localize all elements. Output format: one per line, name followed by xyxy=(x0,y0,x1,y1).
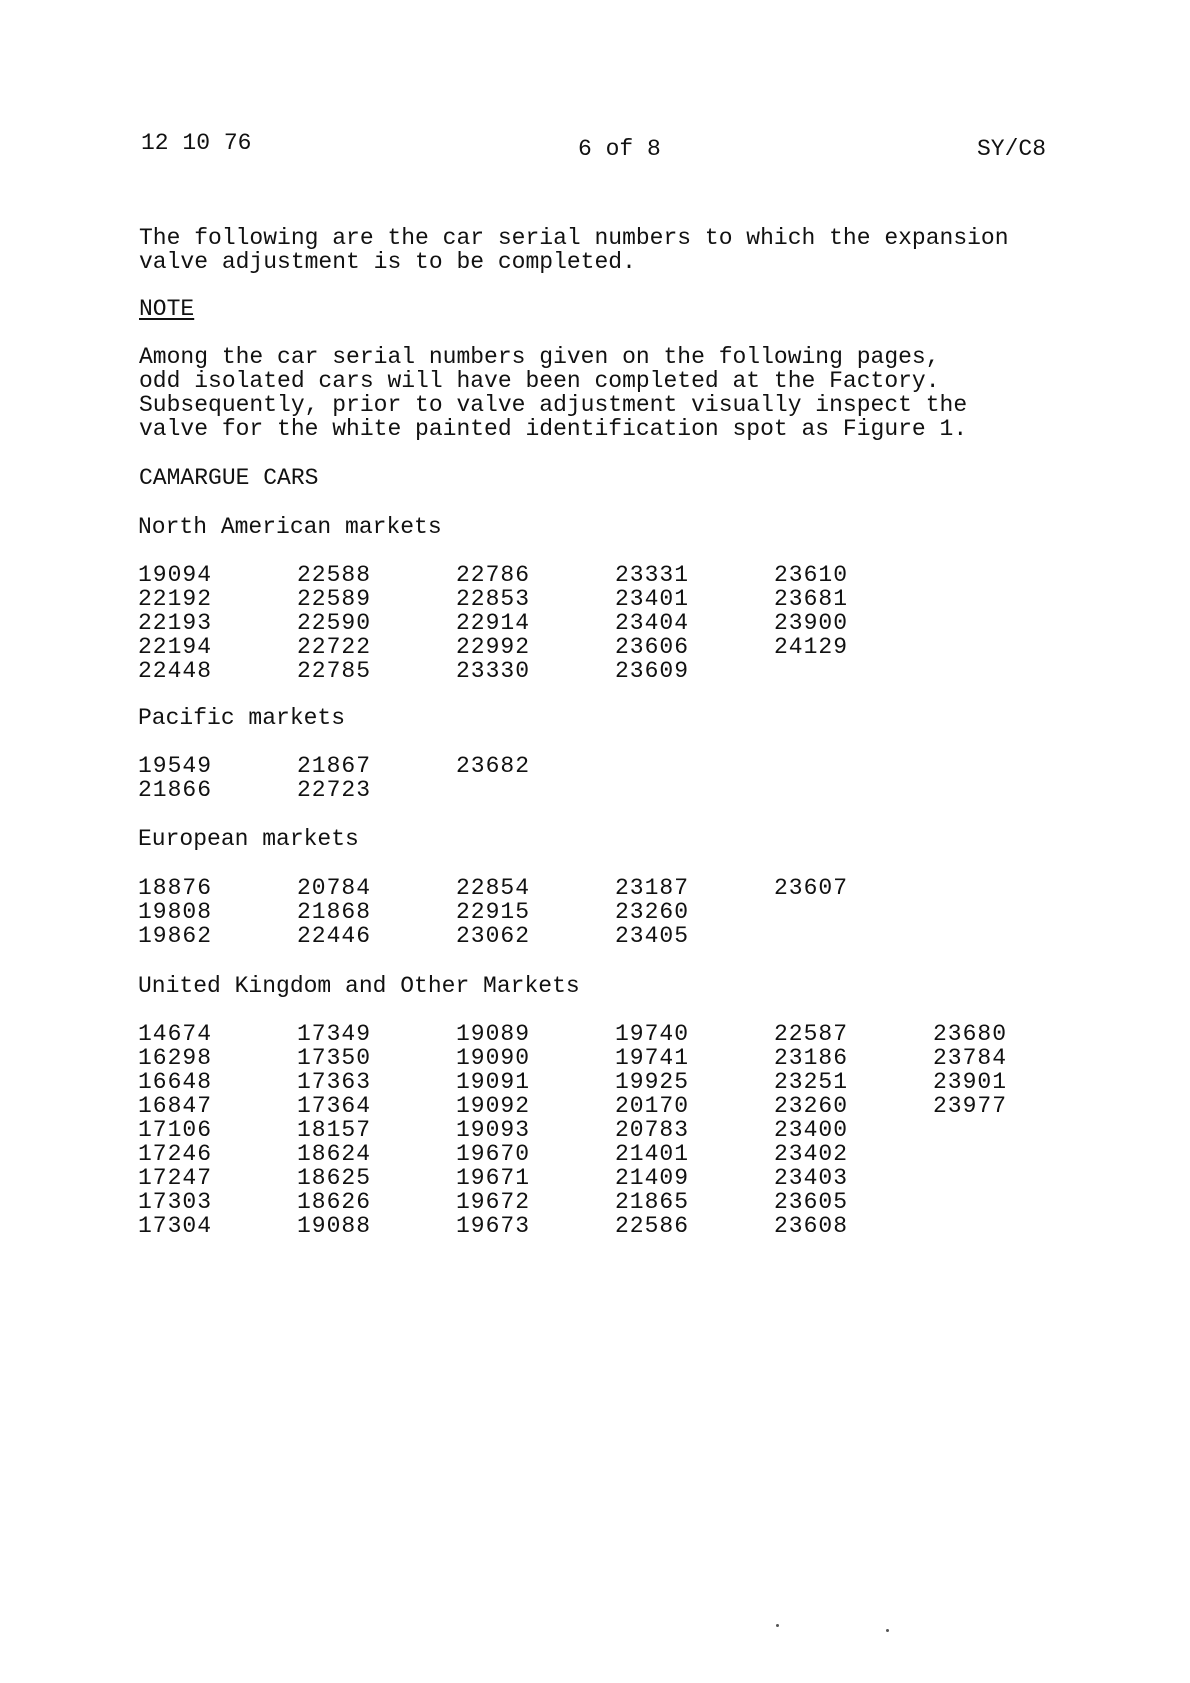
document-date: 12 10 76 xyxy=(141,130,252,156)
serial-number: 22914 xyxy=(456,610,531,636)
scan-speck xyxy=(776,1624,779,1627)
serial-number: 22915 xyxy=(456,899,531,925)
serial-grid-north-american xyxy=(138,563,1092,683)
serial-number: 17363 xyxy=(297,1069,372,1095)
serial-number: 23402 xyxy=(774,1141,849,1167)
serial-number: 18876 xyxy=(138,875,213,901)
serial-number: 23605 xyxy=(774,1189,849,1215)
serial-number: 22723 xyxy=(297,777,372,803)
serial-number: 17364 xyxy=(297,1093,372,1119)
serial-number: 22853 xyxy=(456,586,531,612)
serial-number: 23186 xyxy=(774,1045,849,1071)
serial-number: 23607 xyxy=(774,875,849,901)
note-paragraph: Among the car serial numbers given on the following pages, odd isolated cars will have been completed at the Factory. Subsequently, prior to valve adjustment visually inspect the valve for the white painted identification spot as Figure 1. xyxy=(139,344,968,442)
serial-number: 17247 xyxy=(138,1165,213,1191)
camargue-cars-heading: CAMARGUE CARS xyxy=(139,465,319,491)
serial-grid-pacific xyxy=(138,754,1092,802)
serial-number: 22588 xyxy=(297,562,372,588)
serial-number: 18157 xyxy=(297,1117,372,1143)
serial-number: 23680 xyxy=(933,1021,1008,1047)
section-title-european: European markets xyxy=(138,826,359,852)
serial-number: 23682 xyxy=(456,753,531,779)
serial-number: 23400 xyxy=(774,1117,849,1143)
serial-number: 14674 xyxy=(138,1021,213,1047)
serial-number: 19862 xyxy=(138,923,213,949)
serial-number: 19093 xyxy=(456,1117,531,1143)
serial-number: 22854 xyxy=(456,875,531,901)
serial-number: 23405 xyxy=(615,923,690,949)
serial-number: 23610 xyxy=(774,562,849,588)
serial-number: 22586 xyxy=(615,1213,690,1239)
serial-number: 22589 xyxy=(297,586,372,612)
serial-number: 16648 xyxy=(138,1069,213,1095)
serial-number: 22192 xyxy=(138,586,213,612)
serial-number: 19671 xyxy=(456,1165,531,1191)
serial-number: 23260 xyxy=(774,1093,849,1119)
serial-number: 19094 xyxy=(138,562,213,588)
serial-number: 16847 xyxy=(138,1093,213,1119)
serial-number: 17246 xyxy=(138,1141,213,1167)
serial-number: 22785 xyxy=(297,658,372,684)
serial-number: 23901 xyxy=(933,1069,1008,1095)
serial-number: 19741 xyxy=(615,1045,690,1071)
intro-paragraph: The following are the car serial numbers to which the expansion valve adjustment is to be completed. xyxy=(139,225,1009,275)
serial-number: 22194 xyxy=(138,634,213,660)
page-header xyxy=(0,130,1190,160)
serial-number: 19673 xyxy=(456,1213,531,1239)
serial-number: 23330 xyxy=(456,658,531,684)
serial-number: 21866 xyxy=(138,777,213,803)
document-reference: SY/C8 xyxy=(977,136,1047,162)
serial-number: 20783 xyxy=(615,1117,690,1143)
serial-number: 23251 xyxy=(774,1069,849,1095)
serial-number: 18625 xyxy=(297,1165,372,1191)
serial-grid-united-kingdom xyxy=(138,1022,1092,1238)
serial-number: 16298 xyxy=(138,1045,213,1071)
serial-number: 22587 xyxy=(774,1021,849,1047)
serial-number: 21868 xyxy=(297,899,372,925)
serial-number: 19090 xyxy=(456,1045,531,1071)
serial-number: 17350 xyxy=(297,1045,372,1071)
serial-number: 19740 xyxy=(615,1021,690,1047)
serial-number: 17106 xyxy=(138,1117,213,1143)
serial-number: 21867 xyxy=(297,753,372,779)
serial-number: 23062 xyxy=(456,923,531,949)
scan-speck xyxy=(886,1629,889,1632)
serial-number: 19670 xyxy=(456,1141,531,1167)
serial-number: 22992 xyxy=(456,634,531,660)
serial-grid-european xyxy=(138,876,1092,948)
section-title-pacific: Pacific markets xyxy=(138,705,346,731)
serial-number: 23900 xyxy=(774,610,849,636)
serial-number: 17304 xyxy=(138,1213,213,1239)
section-title-north-american: North American markets xyxy=(138,514,442,540)
serial-number: 23404 xyxy=(615,610,690,636)
serial-number: 21401 xyxy=(615,1141,690,1167)
serial-number: 21865 xyxy=(615,1189,690,1215)
serial-number: 22193 xyxy=(138,610,213,636)
serial-number: 17303 xyxy=(138,1189,213,1215)
serial-number: 23609 xyxy=(615,658,690,684)
serial-number: 22722 xyxy=(297,634,372,660)
serial-number: 19808 xyxy=(138,899,213,925)
serial-number: 19672 xyxy=(456,1189,531,1215)
serial-number: 23403 xyxy=(774,1165,849,1191)
serial-number: 20784 xyxy=(297,875,372,901)
serial-number: 19092 xyxy=(456,1093,531,1119)
serial-number: 19088 xyxy=(297,1213,372,1239)
serial-number: 22786 xyxy=(456,562,531,588)
serial-number: 24129 xyxy=(774,634,849,660)
serial-number: 18624 xyxy=(297,1141,372,1167)
note-heading: NOTE xyxy=(139,296,195,322)
serial-number: 23977 xyxy=(933,1093,1008,1119)
serial-number: 22590 xyxy=(297,610,372,636)
page-number: 6 of 8 xyxy=(578,136,661,162)
serial-number: 22448 xyxy=(138,658,213,684)
serial-number: 23260 xyxy=(615,899,690,925)
section-title-united-kingdom: United Kingdom and Other Markets xyxy=(138,973,580,999)
serial-number: 19089 xyxy=(456,1021,531,1047)
serial-number: 23681 xyxy=(774,586,849,612)
serial-number: 23331 xyxy=(615,562,690,588)
serial-number: 23606 xyxy=(615,634,690,660)
serial-number: 23401 xyxy=(615,586,690,612)
serial-number: 21409 xyxy=(615,1165,690,1191)
serial-number: 19925 xyxy=(615,1069,690,1095)
serial-number: 20170 xyxy=(615,1093,690,1119)
serial-number: 18626 xyxy=(297,1189,372,1215)
serial-number: 17349 xyxy=(297,1021,372,1047)
serial-number: 23784 xyxy=(933,1045,1008,1071)
serial-number: 22446 xyxy=(297,923,372,949)
serial-number: 19549 xyxy=(138,753,213,779)
serial-number: 23608 xyxy=(774,1213,849,1239)
serial-number: 19091 xyxy=(456,1069,531,1095)
serial-number: 23187 xyxy=(615,875,690,901)
